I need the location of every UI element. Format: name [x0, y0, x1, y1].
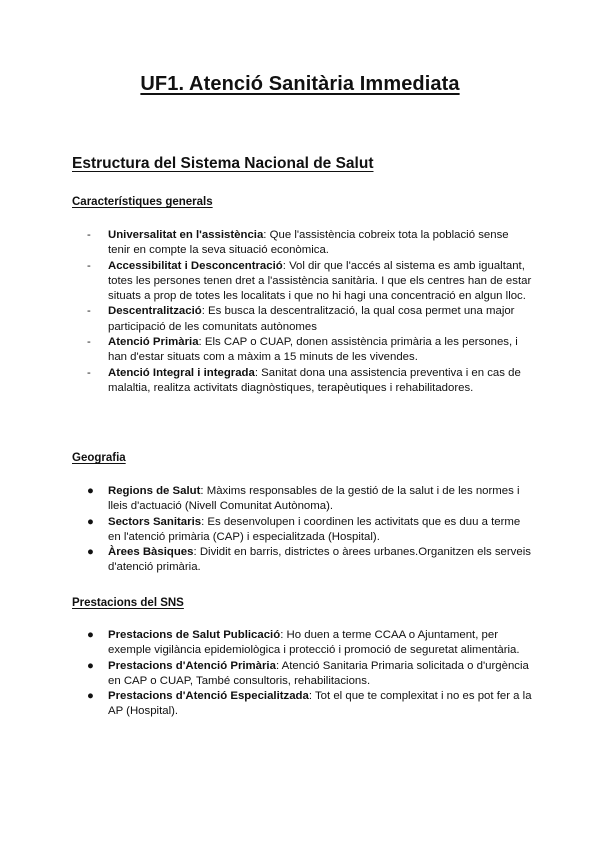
list-item [72, 628, 532, 659]
item-term: Universalitat en l'assistència [108, 229, 264, 241]
list-item [72, 335, 532, 366]
bullet-marker: ● [87, 485, 94, 497]
item-text: : Ho duen a terme CCAA o Ajuntament, per exemple vigilància epidemiològica i protecció i promoció de seguretat alimentària. [108, 629, 520, 657]
item-term: Prestacions d'Atenció Primària [108, 659, 276, 672]
item-text: : Màxims responsables de la gestió de la salut i de les normes i lleis d'actuació (Nivell Comunitat Autònoma). [108, 485, 520, 513]
bullet-marker: ● [87, 546, 94, 559]
document-title: UF1. Atenció Sanitària Immediata [140, 73, 460, 95]
item-text: : Atenció Sanitaria Primaria solicitada o d'urgència en CAP o CUAP, També consultoris, rehabilitacions. [108, 659, 529, 687]
item-text: : Vol dir que l'accés al sistema es amb igualtant, totes les persones tenen dret a l'assistència sanitària. I que els centres han de estar situats a prop de totes les localitats i que no hi hagi una concentració en algun lloc. [108, 259, 532, 303]
dash-marker: - [87, 336, 91, 349]
heading-prestacions: Prestacions del SNS [72, 597, 184, 609]
heading-caracteristiques: Característiques generals [72, 196, 213, 208]
item-term: Àrees Bàsiques [108, 546, 194, 559]
list-item [72, 366, 532, 397]
list-item [72, 304, 532, 335]
list-item [72, 484, 532, 515]
dash-marker: - [87, 366, 91, 379]
dash-marker: - [87, 229, 91, 241]
list-geografia [72, 484, 532, 576]
item-text: : Tot el que te complexitat i no es pot fer a la AP (Hospital). [108, 690, 532, 718]
item-term: Descentralització [108, 305, 202, 318]
bullet-marker: ● [87, 690, 94, 703]
list-caracteristiques [72, 228, 532, 396]
item-text: : Que l'assistència cobreix tota la població sense tenir en compte la seva situació econòmica. [108, 229, 509, 257]
item-term: Atenció Primària [108, 336, 199, 349]
list-item [72, 545, 532, 576]
item-term: Prestacions d'Atenció Especialitzada [108, 690, 309, 703]
item-term: Prestacions de Salut Publicació [108, 629, 281, 641]
list-item [72, 259, 532, 305]
bullet-marker: ● [87, 629, 94, 641]
list-item [72, 659, 532, 690]
list-prestacions [72, 628, 532, 720]
item-text: : Sanitat dona una assistencia preventiva i en cas de malaltia, realitza activitats diagnòstiques, terapèutiques i rehabilitadores. [108, 366, 521, 394]
list-item [72, 228, 532, 259]
list-item [72, 515, 532, 546]
item-term: Regions de Salut [108, 485, 201, 497]
item-text: : Dividit en barris, districtes o àrees urbanes.Organitzen els serveis d'atenció primària. [108, 546, 531, 574]
item-term: Accessibilitat i Desconcentració [108, 259, 283, 272]
item-text: : Es busca la descentralització, la qual cosa permet una major participació de les comunitats autònomes [108, 305, 515, 333]
item-text: : Els CAP o CUAP, donen assistència primària a les persones, i han d'estar situats com a màxim a 15 minuts de les vivendes. [108, 336, 518, 364]
list-item [72, 689, 532, 720]
bullet-marker: ● [87, 659, 94, 672]
dash-marker: - [87, 259, 91, 272]
item-text: : Es desenvolupen i coordinen les activitats que es duu a terme en l'atenció primària (CAP) i especialitzada (Hospital). [108, 515, 521, 543]
item-term: Sectors Sanitaris [108, 515, 202, 528]
bullet-marker: ● [87, 515, 94, 528]
heading-geografia: Geografia [72, 452, 126, 464]
section-title: Estructura del Sistema Nacional de Salut [72, 155, 374, 172]
dash-marker: - [87, 305, 91, 318]
item-term: Atenció Integral i integrada [108, 366, 255, 379]
